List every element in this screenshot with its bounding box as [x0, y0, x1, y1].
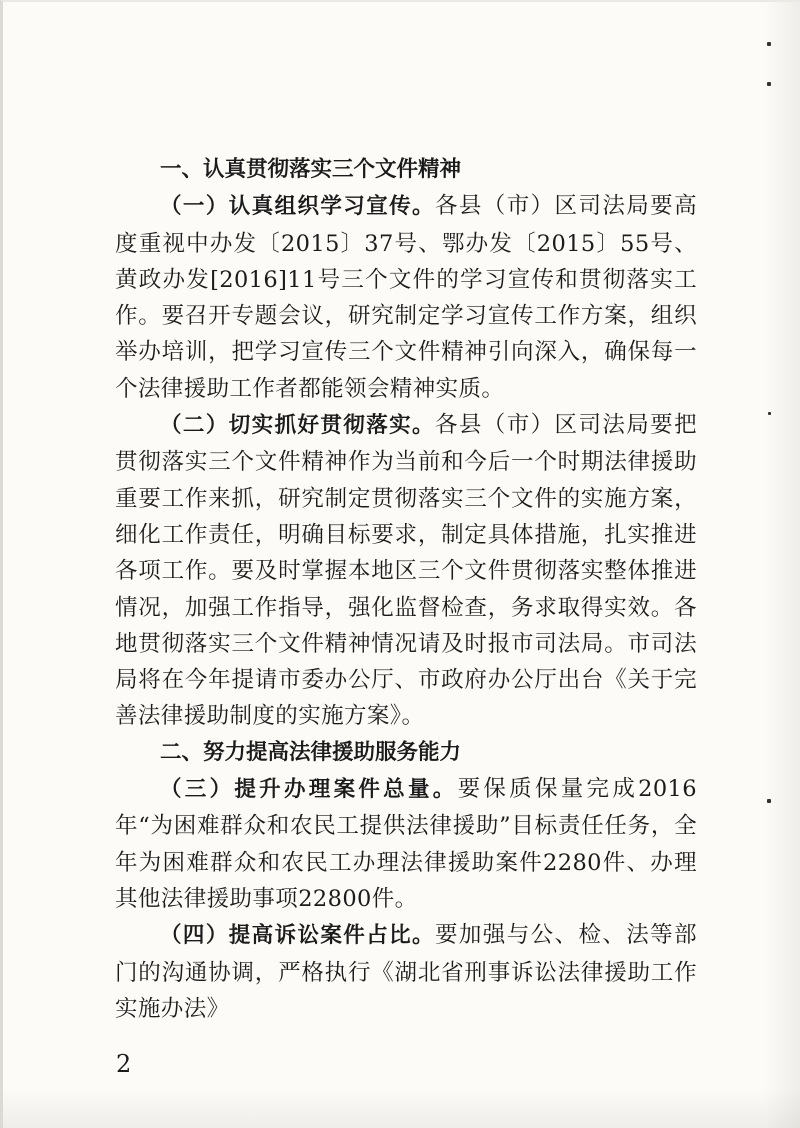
section-heading: 二、努力提高法律援助服务能力 [160, 739, 462, 765]
paragraph-lead: （一）认真组织学习宣传。 [160, 194, 435, 220]
scan-speck [767, 82, 771, 86]
paragraph [115, 771, 697, 917]
paragraph-lead: （二）切实抓好贯彻落实。 [160, 413, 435, 439]
paragraph-lead: （四）提高诉讼案件占比。 [160, 923, 435, 949]
paragraph-text: 各县（市）区司法局要高度重视中办发〔2015〕37号、鄂办发〔2015〕55号、黄政办发[2016]11号三个文件的学习宣传和贯彻落实工作。要召开专题会议，研究制定学习宣传工作方案，组织举办培训，把学习宣传三个文件精神引向深入，确保每一个法律援助工作者都能领会精神实质。 [115, 193, 697, 402]
scan-speck [767, 799, 771, 803]
section-heading: 一、认真贯彻落实三个文件精神 [160, 157, 462, 182]
scan-shadow-bottom [3, 1088, 800, 1128]
paragraph [115, 917, 697, 1027]
page-number: 2 [116, 1050, 132, 1078]
paragraph-lead: （三）提升办理案件总量。 [160, 777, 458, 803]
paragraph [115, 188, 697, 407]
document-body [115, 152, 697, 1027]
paragraph [115, 407, 697, 735]
paragraph-text: 各县（市）区司法局要把贯彻落实三个文件精神作为当前和今后一个时期法律援助重要工作来抓，研究制定贯彻落实三个文件的实施方案，细化工作责任，明确目标要求，制定具体措施，扎实推进各项工作。要及时掌握本地区三个文件贯彻落实整体推进情况，加强工作指导，强化监督检查，务求取得实效。各地贯彻落实三个文件精神情况请及时报市司法局。市司法局将在今年提请市委办公厅、市政府办公厅出台《关于完善法律援助制度的实施方案》。 [115, 412, 697, 730]
paragraph-text: 要加强与公、检、法等部门的沟通协调，严格执行《湖北省刑事诉讼法律援助工作实施办法》 [115, 922, 697, 1022]
scan-shadow-right [764, 2, 800, 1128]
scan-speck [767, 42, 771, 46]
paragraph-text: 要保质保量完成2016年“为困难群众和农民工提供法律援助”目标责任任务，全年为困难群众和农民工办理法律援助案件2280件、办理其他法律援助事项22800件。 [115, 776, 697, 912]
scan-speck [768, 412, 771, 415]
